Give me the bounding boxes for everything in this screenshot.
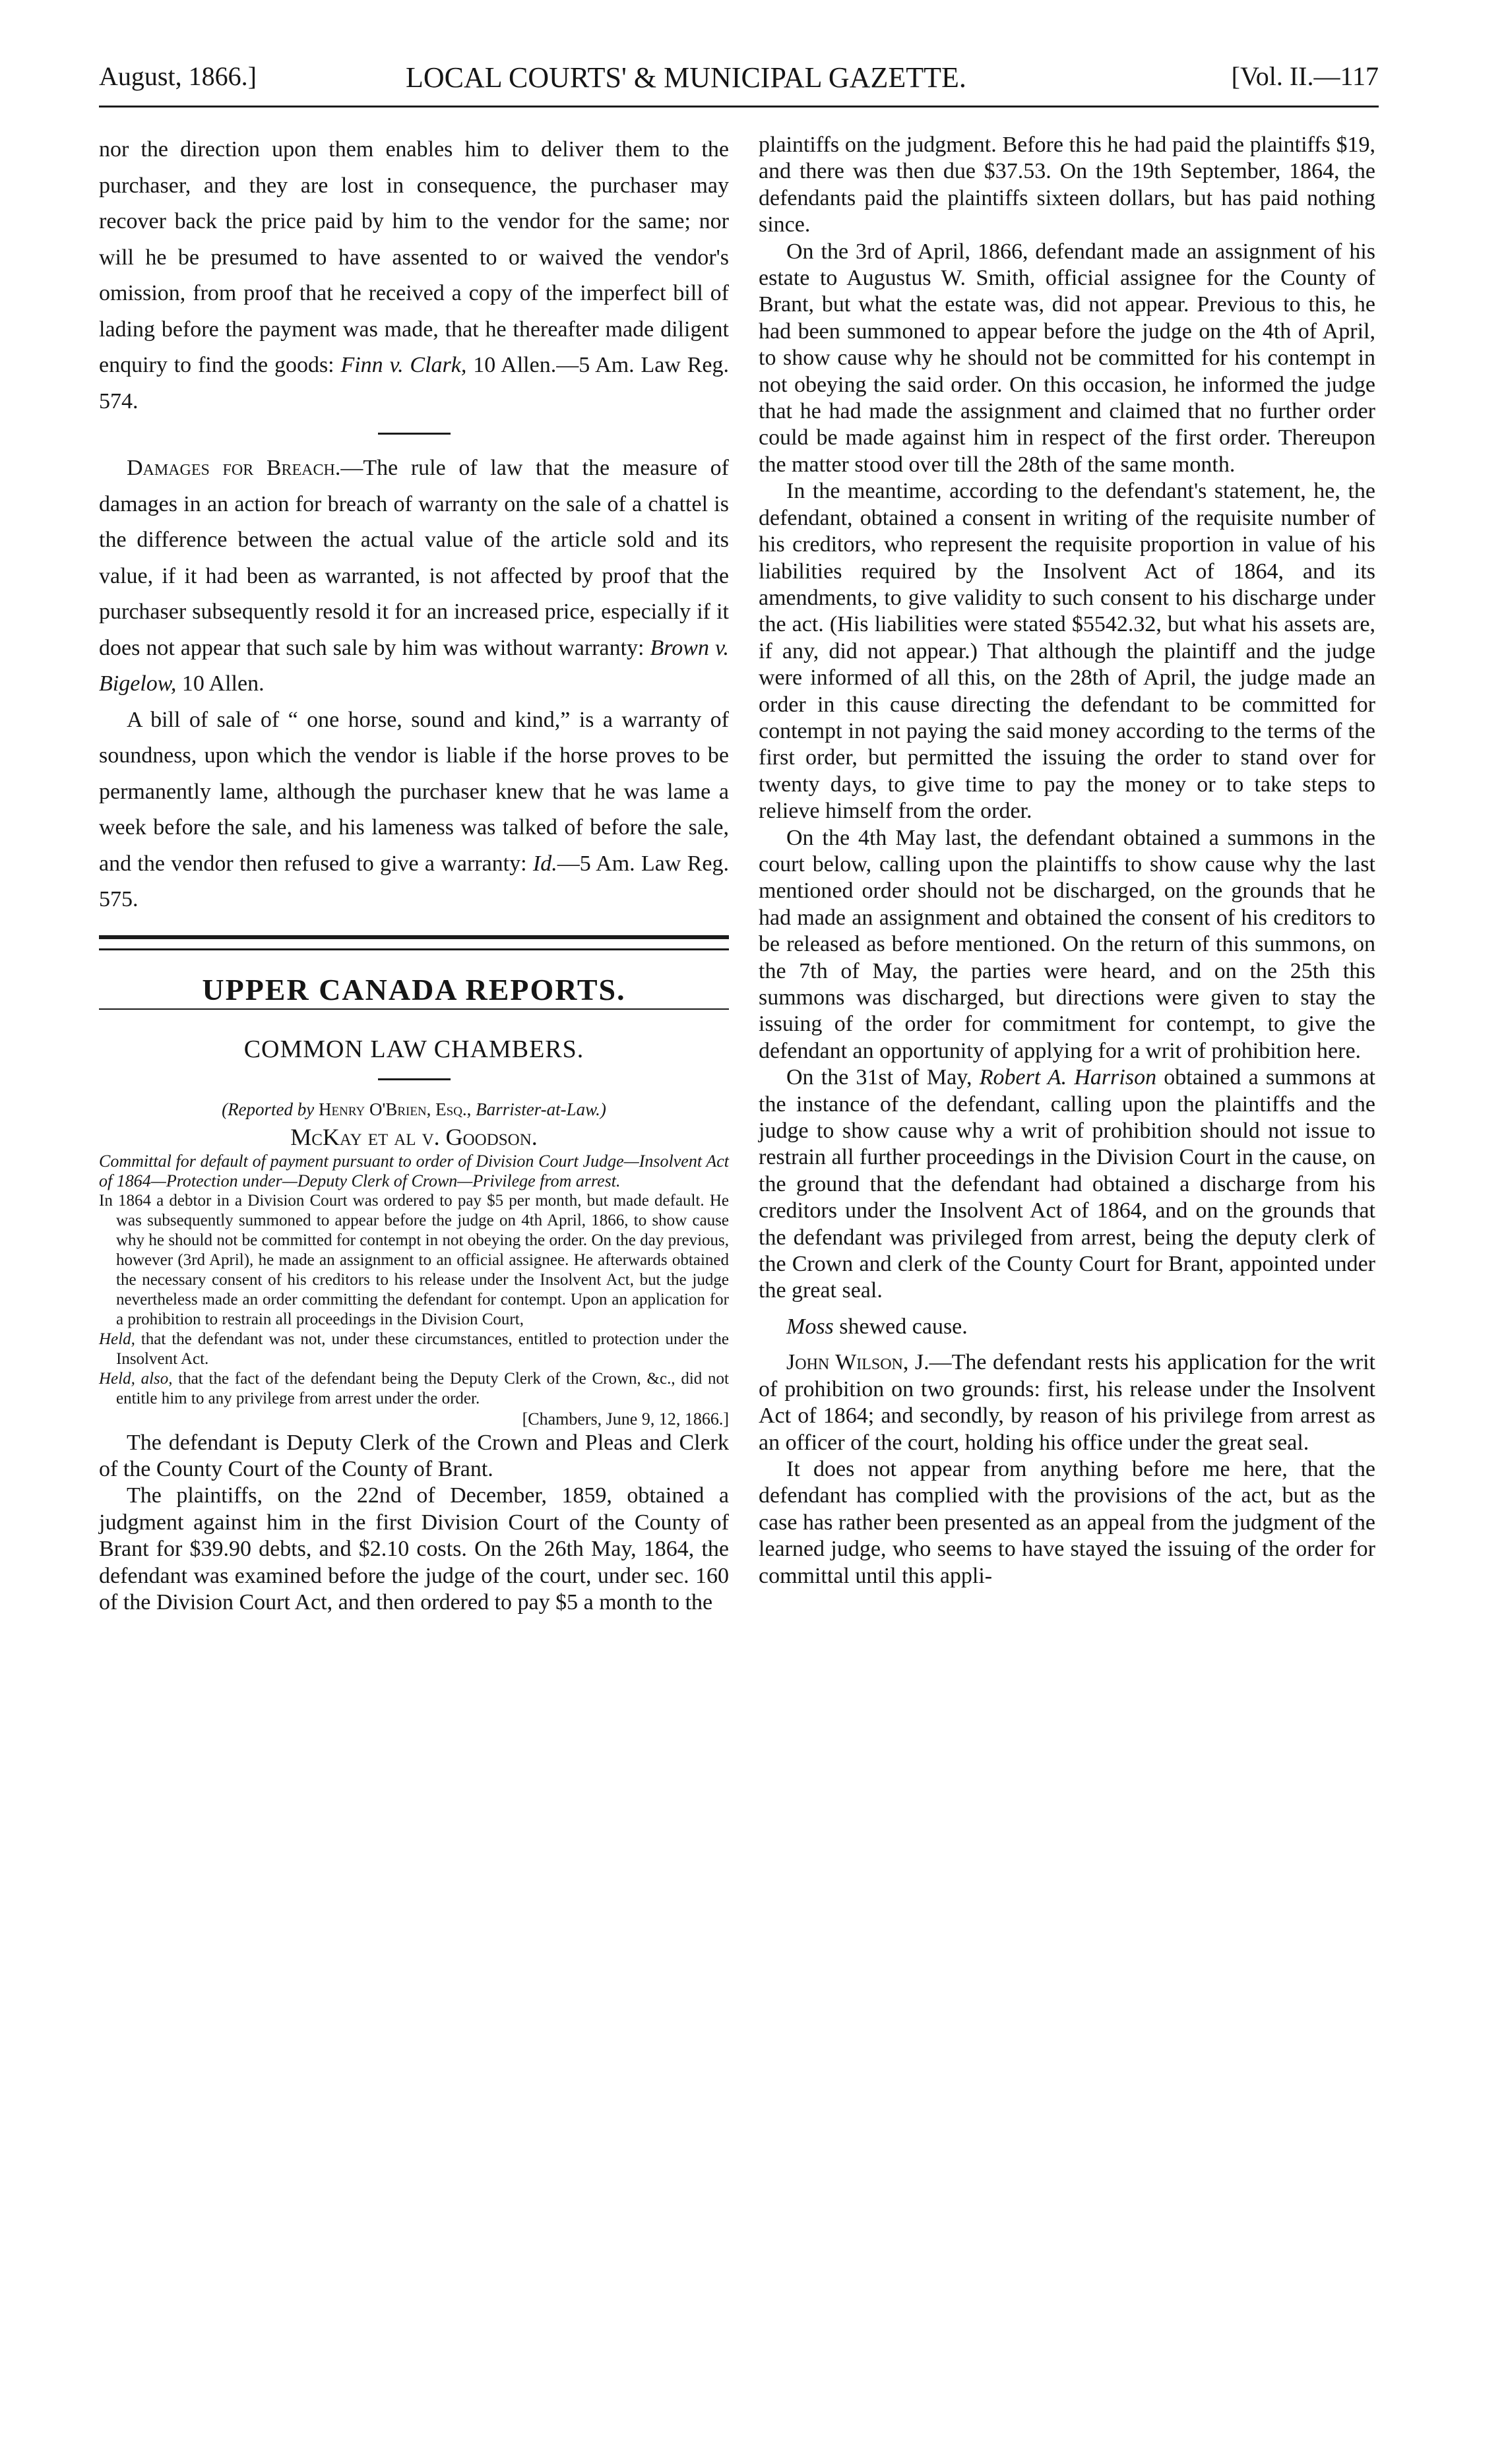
paragraph — [99, 702, 729, 918]
paragraph-text: On the 31st of May, — [786, 1065, 980, 1090]
case-citation: Brown v. Bigelow, — [99, 635, 730, 696]
reporter-line — [99, 1096, 729, 1123]
held-label: Held, also, — [99, 1369, 173, 1388]
paragraph-lead: Damages for Breach. — [127, 456, 341, 480]
paragraph — [759, 1064, 1375, 1305]
counsel-name: Robert A. Harrison — [979, 1065, 1157, 1090]
counsel-name: Moss — [786, 1314, 834, 1339]
divider — [378, 1078, 451, 1080]
citation-text: —5 Am. Law Reg. 575. — [99, 851, 730, 911]
case-citation: Finn v. Clark, — [340, 353, 467, 377]
court-heading: COMMON LAW CHAMBERS. — [243, 1035, 584, 1063]
paragraph: The plaintiffs, on the 22nd of December, 1859, obtained a judgment against him in the first Division Court of the County of Brant for $39.90 debts, and $2.10 costs. On the 26th May, 1864, the defendant was examined before the judge of the court, under sec. 160 of the Division Court Act, and then ordered to pay $5 a month to the — [99, 1483, 729, 1615]
header-title: LOCAL COURTS' & MUNICIPAL GAZETTE. — [406, 61, 966, 94]
section-heading: UPPER CANADA REPORTS. — [202, 972, 626, 1006]
case-title — [99, 1123, 729, 1152]
judge-name: John Wilson, J. — [786, 1350, 929, 1375]
held-text: that the fact of the defendant being the Deputy Clerk of the Crown, &c., did not entitle him to any privilege from arrest under the order. — [116, 1369, 729, 1407]
decision-date: [Chambers, June 9, 12, 1866.] — [522, 1409, 729, 1429]
paragraph — [759, 1349, 1375, 1456]
paragraph-text: —The defendant rests his application for the writ of prohibition on two grounds: first, his release under the Insolvent Act of 1864; and secondly, by reason of his privilege from arrest as an officer of the court, holding his office under the great seal. — [759, 1350, 1375, 1455]
header-date: August, 1866.] — [99, 61, 257, 91]
paragraph: On the 4th May last, the defendant obtained a summons in the court below, calling upon the plaintiffs to show cause why the last mentioned order should not be discharged, on the grounds that he had made an assignment and obtained the consent of his creditors to be released as before mentioned. On the return of this summons, on the 7th of May, the parties were heard, and on the 25th this summons was discharged, but directions were given to stay the issuing of the order for commitment for contempt, to give the defendant an opportunity of applying for a writ of prohibition here. — [759, 825, 1375, 1063]
paragraph: In the meantime, according to the defendant's statement, he, the defendant, obtained a consent in writing of the requisite number of his creditors, who represent the requisite proportion in value of his liabilities required by the Insolvent Act of 1864, and its amendments, to give validity to such consent to his discharge under the act. (His liabilities were stated $5542.32, but what his assets are, if any, did not appear.) That although the plaintiff and the judge were informed of all this, on the 28th of April, the judge made an order in this cause directing the defendant to be committed for contempt in not paying the said money according to the terms of the first order, but permitted the issuing the order to stand over for twenty days, to give time to pay the money or to take steps to relieve himself from the order. — [759, 479, 1375, 824]
paragraph: plaintiffs on the judgment. Before this he had paid the plaintiffs $19, and there was then due $37.53. On the 19th September, 1864, the defendants paid the plaintiffs sixteen dollars, but has paid nothing since. — [759, 133, 1375, 237]
paragraph-text: shewed cause. — [833, 1314, 968, 1339]
case-etal: et al — [361, 1123, 422, 1150]
divider — [99, 1008, 729, 1010]
reporter-open: (Reported by — [222, 1099, 319, 1119]
headnote-held — [99, 1369, 729, 1409]
held-label: Held, — [99, 1330, 135, 1348]
headnote-text: In 1864 a debtor in a Division Court was ordered to pay $5 per month, but made default. He was subsequently summoned to appear before the judge on 4th April, 1866, to show cause why he should not be committed for contempt in not obeying the order. On the day previous, however (3rd April), he made an assignment to an official assignee. He afterwards obtained the necessary consent of his creditors to his release under the Insolvent Act, but the judge nevertheless made an order committing the defendant for contempt. Upon an application for a prohibition to restrain all proceedings in the Division Court, — [99, 1191, 729, 1328]
held-text: that the defendant was not, under these circumstances, entitled to protection under the Insolvent Act. — [116, 1330, 729, 1368]
left-column — [99, 132, 729, 1616]
header-rule — [99, 106, 1379, 108]
paragraph-text: —The rule of law that the measure of damages in an action for breach of warranty on the sale of a chattel is the difference between the actual value of the article sold and its value, if it had been as warranted, is not affected by proof that the purchaser subsequently resold it for an increased price, especially if it does not appear that such sale by him was without warranty: — [99, 456, 729, 660]
paragraph: The defendant is Deputy Clerk of the Crown and Pleas and Clerk of the County Court of the County of Brant. — [99, 1430, 729, 1481]
case-citation: Id. — [532, 851, 557, 876]
divider — [378, 433, 451, 435]
paragraph — [99, 450, 729, 702]
paragraph-text: nor the direction upon them enables him to deliver them to the purchaser, and they are lost in consequence, the purchaser may recover back the price paid by him to the vendor for the same; nor will he be presumed to have assented to or waived the vendor's omission, from proof that he received a copy of the imperfect bill of lading before the payment was made, that he thereafter made diligent enquiry to find the goods: — [99, 137, 729, 377]
citation-text: 10 Allen. — [181, 671, 265, 696]
citation-text: 10 Allen.—5 Am. Law Reg. 574. — [99, 353, 730, 414]
paragraph-text: A bill of sale of “ one horse, sound and kind,” is a warranty of soundness, upon which the vendor is liable if the horse proves to be permanently lame, although the purchaser knew that he was lame a week before the sale, and his lameness was talked of before the sale, and the vendor then refused to give a warranty: — [99, 707, 729, 876]
headnote-held — [99, 1330, 729, 1369]
reporter-name: Henry O'Brien, Esq., — [319, 1099, 472, 1119]
case-party: v. Goodson. — [422, 1123, 538, 1150]
paragraph: It does not appear from anything before me here, that the defendant has complied with the provisions of the act, but as the case has rather been presented as an appeal from the judgment of the learned judge, who seems to have stayed the issuing of the order for committal until this appli- — [759, 1456, 1375, 1588]
paragraph-text: obtained a summons at the instance of the defendant, calling upon the plaintiffs and the judge to show cause why a writ of prohibition should not issue to restrain all further proceedings in the Division Court in the cause, on the ground that the defendant had obtained a discharge from his creditors under the Insolvent Act of 1864, and on the grounds that the defendant was privileged from arrest, being the deputy clerk of the Crown and clerk of the County Court for Brant, appointed under the great seal. — [759, 1065, 1375, 1303]
header-volume: [Vol. II.—117 — [1231, 61, 1379, 91]
headnote-summary: Committal for default of payment pursuant to order of Division Court Judge—Insolvent Act of 1864—Protection under—Deputy Clerk of Crown—Privilege from arrest. — [99, 1151, 729, 1190]
paragraph: On the 3rd of April, 1866, defendant made an assignment of his estate to Augustus W. Smith, official assignee for the County of Brant, but what the estate was, did not appear. Previous to this, he had been summoned to appear before the judge on the 4th of April, to show cause why he should not be committed for his contempt in not obeying the said order. On this occasion, he informed the judge that he had made the assignment and claimed that no further order could be made against him in respect of the first order. Thereupon the matter stood over till the 28th of the same month. — [759, 239, 1375, 477]
section-divider — [99, 935, 729, 950]
paragraph — [99, 132, 729, 419]
right-column — [759, 132, 1375, 1589]
running-header — [99, 61, 1379, 107]
reporter-close: Barrister-at-Law.) — [471, 1099, 606, 1119]
case-party: McKay — [290, 1123, 362, 1150]
paragraph — [759, 1314, 1375, 1340]
